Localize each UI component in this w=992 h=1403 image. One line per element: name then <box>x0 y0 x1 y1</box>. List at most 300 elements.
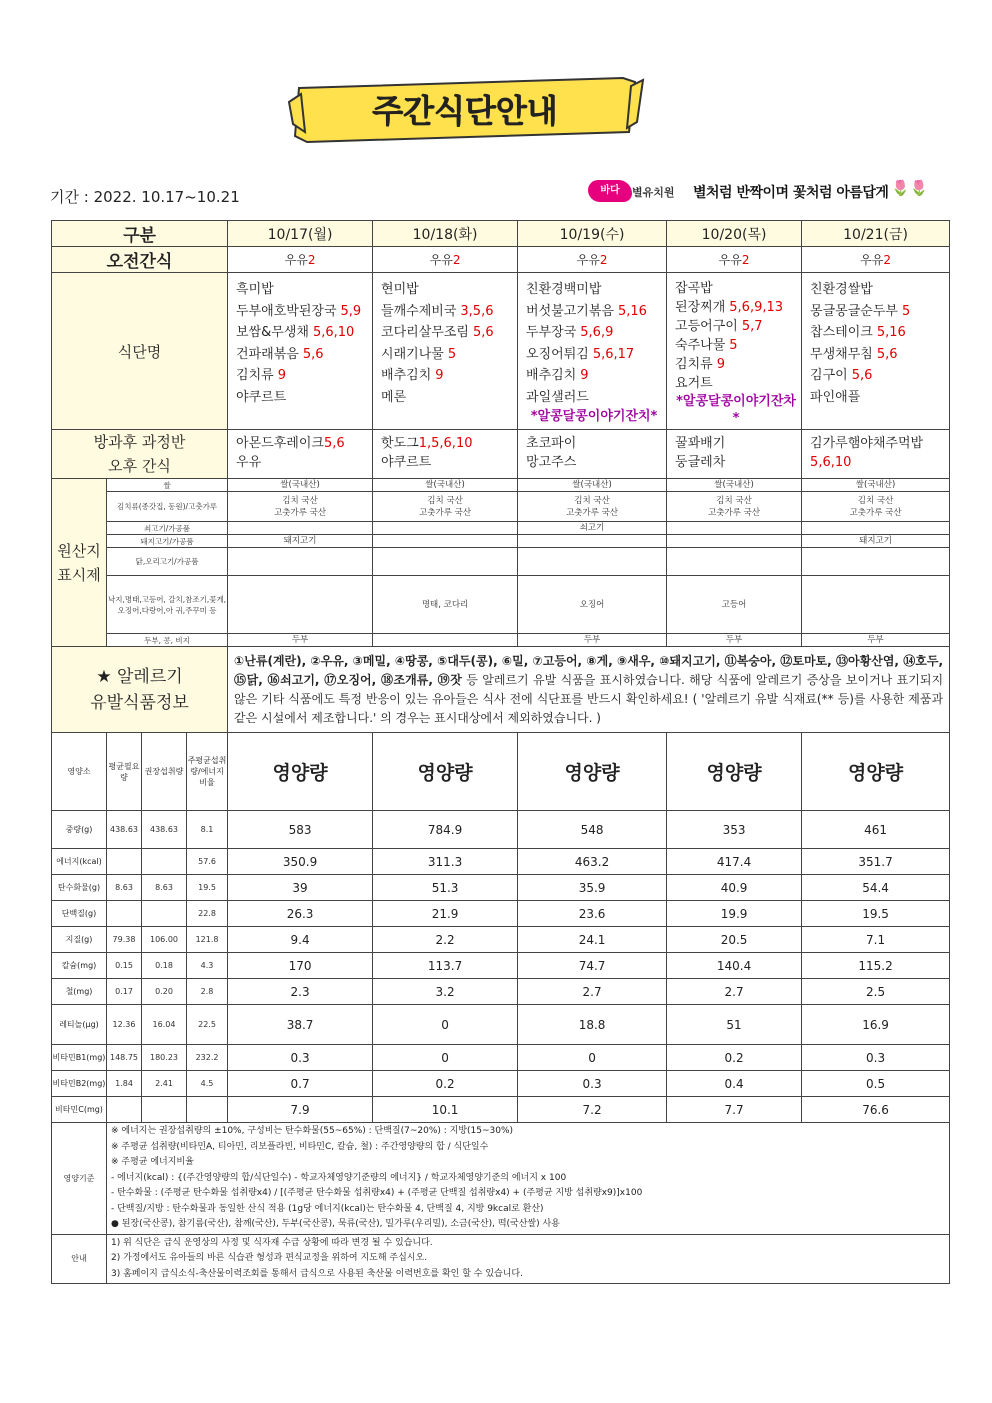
recommended-value: 438.63 <box>150 825 178 834</box>
origin-cell <box>518 576 667 634</box>
allergy-code: 5,6 <box>472 325 494 340</box>
avg-need-value: 1.84 <box>115 1079 133 1088</box>
allergy-code: 5 <box>901 303 911 319</box>
nutrient-value-cell <box>518 927 667 953</box>
nutrient-label: 중량(g) <box>65 825 93 834</box>
nutrient-value-cell <box>518 875 667 901</box>
recommended-value: 180.23 <box>150 1053 178 1062</box>
day-header <box>228 221 373 247</box>
nutrient-value: 417.4 <box>716 854 752 869</box>
menu-item-name: 시래기나물 <box>381 346 444 362</box>
origin-value: 두부 <box>725 635 743 645</box>
origin-item-text: 김치류(종갓집, 동원)/고춧가루 <box>116 502 218 511</box>
nutrient-value-cell <box>373 849 518 875</box>
allergy-code: 1,5,6,10 <box>418 436 473 451</box>
origin-cell <box>518 479 667 492</box>
nutrient-value: 7.2 <box>582 1102 602 1117</box>
menu-cell <box>667 273 802 430</box>
origin-value: 돼지고기 <box>283 536 317 546</box>
recommended-col-header <box>142 733 187 811</box>
standard-line: ※ 에너지는 권장섭취량의 ±10%, 구성비는 탄수화물(55~65%) : 단백질(7~20%) : 지방(15~30%) <box>111 1126 514 1136</box>
nutrient-value: 21.9 <box>431 906 459 921</box>
nutrient-value: 0.4 <box>724 1076 744 1091</box>
amount-head: 영양량 <box>848 762 904 784</box>
origin-cell <box>228 548 373 576</box>
origin-cell <box>667 492 802 522</box>
avg-need-col-header <box>107 733 142 811</box>
table-row <box>52 927 950 953</box>
nutrient-value: 2.2 <box>435 932 455 947</box>
table-row <box>52 548 950 576</box>
recommended-cell <box>142 1045 187 1071</box>
menu-item <box>526 344 662 366</box>
recommended-cell <box>142 953 187 979</box>
origin-cell <box>228 576 373 634</box>
after-school-cell <box>373 430 518 479</box>
nutrient-value-cell <box>802 875 950 901</box>
menu-item <box>526 387 662 409</box>
origin-cell <box>518 492 667 522</box>
ratio-cell <box>187 1005 228 1045</box>
day-label: 10/19(수) <box>559 226 625 243</box>
nutrient-value: 2.7 <box>582 984 602 999</box>
nutrient-value: 461 <box>864 822 887 837</box>
nutrient-value: 7.9 <box>290 1102 310 1117</box>
morning-snack-cell <box>802 247 950 273</box>
allergy-code: 9 <box>580 368 589 383</box>
menu-item-name: 배추김치 <box>381 368 432 383</box>
nutrient-value: 0.2 <box>724 1050 744 1065</box>
nutrient-value: 16.9 <box>862 1017 889 1032</box>
ratio-cell <box>187 927 228 953</box>
menu-item <box>810 322 945 344</box>
nutrient-value-cell <box>518 979 667 1005</box>
menu-item <box>381 322 513 344</box>
avg-need-head: 평균필요량 <box>108 761 140 782</box>
nutrient-value: 784.9 <box>427 822 463 837</box>
menu-header <box>52 273 228 430</box>
nutrient-value-cell <box>667 979 802 1005</box>
nutrient-value-cell <box>228 927 373 953</box>
nutrient-name <box>52 927 107 953</box>
snack-name: 핫도그 <box>381 436 419 451</box>
snack-name: 둥글레차 <box>675 455 726 470</box>
menu-item-name: 두부애호박된장국 <box>236 303 337 319</box>
origin-value: 김치 국산 고춧가루 국산 <box>849 495 902 518</box>
nutrient-value: 463.2 <box>574 854 610 869</box>
avg-need-cell <box>107 901 142 927</box>
avg-need-value: 8.63 <box>115 883 133 892</box>
recommended-value: 0.18 <box>155 961 173 970</box>
ratio-col-header <box>187 733 228 811</box>
origin-cell <box>373 479 518 492</box>
origin-value: 오징어 <box>579 599 605 610</box>
menu-item <box>381 344 513 366</box>
menu-cell <box>373 273 518 430</box>
menu-item <box>381 387 513 409</box>
origin-value: 쌀(국내산) <box>714 480 754 490</box>
nutrient-value: 2.3 <box>290 984 310 999</box>
origin-cell <box>228 634 373 647</box>
table-row <box>52 576 950 634</box>
avg-need-value: 438.63 <box>110 825 138 834</box>
menu-item-name: 흑미밥 <box>236 282 274 297</box>
snack-name: 우유 <box>860 253 884 267</box>
recommended-value: 2.41 <box>155 1079 173 1088</box>
table-row <box>52 273 950 430</box>
table-row <box>52 1234 950 1284</box>
menu-item-name: 몽글몽글순두부 <box>810 303 898 319</box>
nutrient-label: 지질(g) <box>65 935 93 944</box>
nutrient-value: 74.7 <box>578 958 606 973</box>
nutrient-value: 54.4 <box>862 880 889 895</box>
nutrient-value: 51.3 <box>431 880 459 895</box>
allergy-code: 3,5,6 <box>460 303 494 319</box>
table-row <box>52 733 950 811</box>
origin-cell <box>518 535 667 548</box>
nutrient-value-cell <box>373 1071 518 1097</box>
menu-item-name: 김치류 <box>236 368 274 383</box>
nutrient-value-cell <box>518 1005 667 1045</box>
origin-cell <box>373 576 518 634</box>
recommended-cell <box>142 1005 187 1045</box>
table-row <box>52 522 950 535</box>
morning-snack-cell <box>228 247 373 273</box>
origin-cell <box>667 576 802 634</box>
origin-item-label <box>107 535 228 548</box>
allergy-code: 5,6 <box>851 368 873 383</box>
origin-cell <box>802 576 950 634</box>
origin-cell <box>802 535 950 548</box>
nutrient-label: 단백질(g) <box>61 909 97 918</box>
nutrient-name <box>52 875 107 901</box>
snack-name: 우유 <box>718 253 742 267</box>
origin-label-2: 표시제 <box>57 565 101 584</box>
menu-item-name: 파인애플 <box>810 389 861 405</box>
menu-cell <box>228 273 373 430</box>
ratio-cell <box>187 849 228 875</box>
nutrient-value-cell <box>667 1005 802 1045</box>
nutrient-value-cell <box>667 875 802 901</box>
notice-line: 3) 홈페이지 급식소식-축산물이력조회를 통해서 급식으로 사용된 축산물 이력번호를 확인 할 수 있습니다. <box>111 1268 523 1279</box>
ratio-value: 57.6 <box>198 857 216 866</box>
menu-item <box>810 365 945 387</box>
table-row <box>52 1097 950 1123</box>
day-header <box>518 221 667 247</box>
origin-value: 김치 국산 고춧가루 국산 <box>566 495 619 518</box>
nutrient-value: 311.3 <box>427 854 463 869</box>
day-label: 10/20(목) <box>701 226 767 243</box>
nutrient-name <box>52 953 107 979</box>
menu-cell <box>802 273 950 430</box>
nutrient-value-cell <box>802 1045 950 1071</box>
allergy-code: 5,16 <box>876 325 906 340</box>
nutrient-value: 40.9 <box>720 880 748 895</box>
menu-item <box>675 317 797 336</box>
origin-cell <box>518 548 667 576</box>
menu-table <box>51 220 950 1284</box>
nutrient-label: 비타민B1(mg) <box>52 1053 106 1062</box>
recommended-cell <box>142 979 187 1005</box>
origin-item-label <box>107 522 228 535</box>
nutrient-label: 에너지(kcal) <box>56 857 102 866</box>
origin-cell <box>802 634 950 647</box>
allergy-code: 2 <box>307 253 316 267</box>
nutrient-value: 76.6 <box>862 1102 889 1117</box>
avg-need-cell <box>107 979 142 1005</box>
origin-item-text: 닭,오리고기/가공품 <box>135 557 199 566</box>
snack-name: 망고주스 <box>526 455 577 470</box>
nutrient-value-cell <box>802 811 950 849</box>
morning-snack-cell <box>518 247 667 273</box>
menu-item <box>236 365 368 387</box>
nutrient-value: 39 <box>292 880 308 895</box>
origin-cell <box>373 634 518 647</box>
notice-notes <box>107 1234 950 1284</box>
snack-name: 우유 <box>284 253 308 267</box>
nutrient-value-cell <box>518 901 667 927</box>
snack-item <box>236 434 368 453</box>
nutrient-value-cell <box>802 927 950 953</box>
origin-value: 쌀(국내산) <box>572 480 612 490</box>
nutrient-value-cell <box>228 901 373 927</box>
period-text: 기간 : 2022. 10.17~10.21 <box>50 188 240 206</box>
menu-item-name: 김치류 <box>675 357 713 372</box>
origin-cell <box>667 535 802 548</box>
origin-value: 쌀(국내산) <box>855 480 896 490</box>
day-label: 10/18(화) <box>412 226 478 243</box>
nutrient-value: 0.2 <box>435 1076 455 1091</box>
allergy-code: 5 <box>447 346 457 362</box>
menu-item <box>381 301 513 323</box>
nutrient-value: 350.9 <box>282 854 318 869</box>
nutrient-value-cell <box>228 849 373 875</box>
origin-cell <box>373 548 518 576</box>
nutrient-value-cell <box>228 953 373 979</box>
ratio-cell <box>187 811 228 849</box>
table-row <box>52 979 950 1005</box>
origin-item-label <box>107 492 228 522</box>
ratio-value: 22.8 <box>198 909 216 918</box>
snack-item <box>381 434 513 453</box>
table-row <box>52 634 950 647</box>
nutrient-value-cell <box>802 1005 950 1045</box>
snack-item <box>381 453 513 472</box>
afternoon-snack-label: 오후 간식 <box>108 457 171 475</box>
snack-name: 우유 <box>236 455 262 470</box>
nutrient-value: 170 <box>288 958 312 973</box>
origin-value: 두부 <box>583 635 601 645</box>
school-name: 별유치원 <box>632 186 675 199</box>
menu-item-name: 배추김치 <box>526 368 577 383</box>
nutrient-value-cell <box>373 1005 518 1045</box>
menu-item-name: 야쿠르트 <box>236 389 287 405</box>
table-row <box>52 247 950 273</box>
menu-item-name: 과일샐러드 <box>526 389 589 405</box>
nutrient-value-cell <box>667 849 802 875</box>
menu-item-name: 버섯불고기볶음 <box>526 303 614 319</box>
avg-need-value: 0.17 <box>115 987 133 996</box>
origin-item-text: 쇠고기/가공품 <box>144 523 191 533</box>
menu-item-name: 무생채무침 <box>810 346 873 362</box>
nutrient-value: 9.4 <box>290 932 310 947</box>
amount-head: 영양량 <box>417 762 473 784</box>
origin-value: 김치 국산 고춧가루 국산 <box>708 495 761 518</box>
allergy-code: 5,6,9,13 <box>729 300 784 315</box>
recommended-cell <box>142 849 187 875</box>
origin-value: 김치 국산 고춧가루 국산 <box>274 495 327 518</box>
origin-cell <box>802 548 950 576</box>
menu-item-name: 두부장국 <box>526 325 577 340</box>
nutrient-value: 38.7 <box>286 1017 314 1032</box>
nutrient-value: 3.2 <box>435 984 455 999</box>
nutrient-name <box>52 1045 107 1071</box>
menu-item-name: 된장찌개 <box>675 300 726 315</box>
ratio-value: 19.5 <box>198 883 216 892</box>
after-school-cell <box>802 430 950 479</box>
amount-col-header <box>228 733 373 811</box>
nutrient-value-cell <box>667 1045 802 1071</box>
origin-value: 두부 <box>291 635 309 645</box>
amount-col-header <box>802 733 950 811</box>
nutrient-value-cell <box>667 901 802 927</box>
allergy-code: 9 <box>277 368 287 383</box>
ratio-value: 4.5 <box>200 1079 214 1088</box>
nutrient-value-cell <box>228 1097 373 1123</box>
event-note: *알콩달콩이야기잔차* <box>676 394 796 426</box>
menu-item <box>381 365 513 387</box>
nutrient-value-cell <box>373 875 518 901</box>
origin-item-text: 돼지고기/가공품 <box>140 536 194 546</box>
menu-item <box>675 336 797 355</box>
amount-col-header <box>518 733 667 811</box>
recommended-value: 0.20 <box>155 987 173 996</box>
nutrient-name <box>52 979 107 1005</box>
origin-cell <box>802 479 950 492</box>
ratio-value: 2.8 <box>200 987 214 996</box>
nutrient-value: 26.3 <box>286 906 314 921</box>
nutrient-value: 0 <box>588 1050 596 1065</box>
nutrient-value: 35.9 <box>578 880 606 895</box>
nutrient-value-cell <box>373 1045 518 1071</box>
allergy-code: 5,6,9 <box>580 325 614 340</box>
after-school-header <box>52 430 228 479</box>
recommended-value: 16.04 <box>152 1020 176 1029</box>
nutrient-value: 0 <box>441 1050 449 1065</box>
recommended-cell <box>142 811 187 849</box>
notice-line: 2) 가정에서도 유아들의 바른 식습관 형성과 편식교정을 위하여 지도해 주십시오. <box>111 1253 428 1263</box>
standard-notes <box>107 1123 950 1235</box>
nutrient-value-cell <box>802 1071 950 1097</box>
nutrient-name <box>52 811 107 849</box>
nutrient-value-cell <box>802 901 950 927</box>
menu-item <box>526 322 662 344</box>
origin-item-label <box>107 479 228 492</box>
snack-name: 꿀꽈배기 <box>675 436 726 451</box>
menu-item <box>236 387 368 409</box>
recommended-cell <box>142 901 187 927</box>
nutrient-value-cell <box>802 849 950 875</box>
nutrient-value-cell <box>373 979 518 1005</box>
allergy-label-2: 유발식품정보 <box>90 692 189 713</box>
banner-shape <box>285 72 645 148</box>
nutrient-label: 레티놀(μg) <box>59 1020 99 1029</box>
table-row <box>52 1071 950 1097</box>
menu-item-name: 보쌈&무생채 <box>236 325 309 340</box>
ratio-value: 121.8 <box>195 935 219 944</box>
snack-item <box>526 453 662 472</box>
menu-item-name: 숙주나물 <box>675 338 726 353</box>
snack-name: 초코파이 <box>526 436 577 451</box>
menu-item-name: 들깨수제비국 <box>381 303 457 319</box>
origin-cell <box>228 535 373 548</box>
ratio-cell <box>187 953 228 979</box>
ratio-cell <box>187 901 228 927</box>
table-row <box>52 849 950 875</box>
nutrient-label: 비타민C(mg) <box>55 1105 103 1114</box>
avg-need-cell <box>107 811 142 849</box>
origin-cell <box>228 479 373 492</box>
allergy-code: 5,6 <box>302 346 324 362</box>
nutrient-value-cell <box>228 875 373 901</box>
nutrient-value: 51 <box>726 1017 742 1032</box>
nutrient-value: 140.4 <box>716 958 752 973</box>
table-row <box>52 221 950 247</box>
menu-item <box>236 344 368 366</box>
after-school-cell <box>228 430 373 479</box>
nutrient-value: 0.5 <box>866 1076 886 1091</box>
after-school-cell <box>667 430 802 479</box>
table-row <box>52 1045 950 1071</box>
ratio-value: 4.3 <box>200 961 214 970</box>
allergy-code: 9 <box>435 368 444 383</box>
snack-name: 우유 <box>429 253 453 267</box>
nutrient-label: 칼슘(mg) <box>61 961 97 970</box>
day-label: 10/21(금) <box>843 226 908 243</box>
allergy-list: ①난류(계란), ②우유, ③메밀, ④땅콩, ⑤대두(콩), ⑥밀, ⑦고등어, ⑧게, ⑨새우, ⑩돼지고기, ⑪복숭아, ⑫토마토, ⑬아황산염, ⑭호두, ⑮닭, ⑯쇠고기, ⑰오징어, ⑱조개류, ⑲잣 <box>234 653 944 687</box>
nutrient-value-cell <box>228 1005 373 1045</box>
table-row <box>52 953 950 979</box>
standard-line: - 탄수화물 : (주평균 탄수화물 섭취량x4) / [(주평균 탄수화물 섭취량x4) + (주평균 단백질 섭취량x4) + (주평균 지방 섭취량x9)]x100 <box>111 1188 643 1198</box>
origin-cell <box>518 634 667 647</box>
menu-item <box>236 322 368 344</box>
table-row <box>52 535 950 548</box>
standard-header <box>52 1123 107 1235</box>
snack-item <box>526 434 662 453</box>
menu-item <box>810 279 945 301</box>
avg-need-cell <box>107 953 142 979</box>
recommended-value: 8.63 <box>155 883 173 892</box>
nutrient-value-cell <box>802 1097 950 1123</box>
nutrient-value: 19.9 <box>720 906 748 921</box>
snack-name: 야쿠르트 <box>381 455 432 470</box>
nutrient-value: 0.3 <box>866 1050 886 1065</box>
school-logo: 바다 <box>588 180 632 202</box>
recommended-cell <box>142 1071 187 1097</box>
origin-cell <box>228 522 373 535</box>
nutrient-value-cell <box>373 811 518 849</box>
snack-item <box>810 434 945 453</box>
origin-item-label <box>107 634 228 647</box>
nutrient-value-cell <box>228 1045 373 1071</box>
nutrient-value-cell <box>518 811 667 849</box>
standard-line: ※ 주평균 에너지비율 <box>111 1157 194 1167</box>
flower-icon: 🌷🌷 <box>891 179 929 197</box>
nutrient-value: 0 <box>441 1017 449 1032</box>
origin-value: 쇠고기 <box>579 523 605 533</box>
title-banner <box>285 72 645 148</box>
origin-cell <box>667 634 802 647</box>
